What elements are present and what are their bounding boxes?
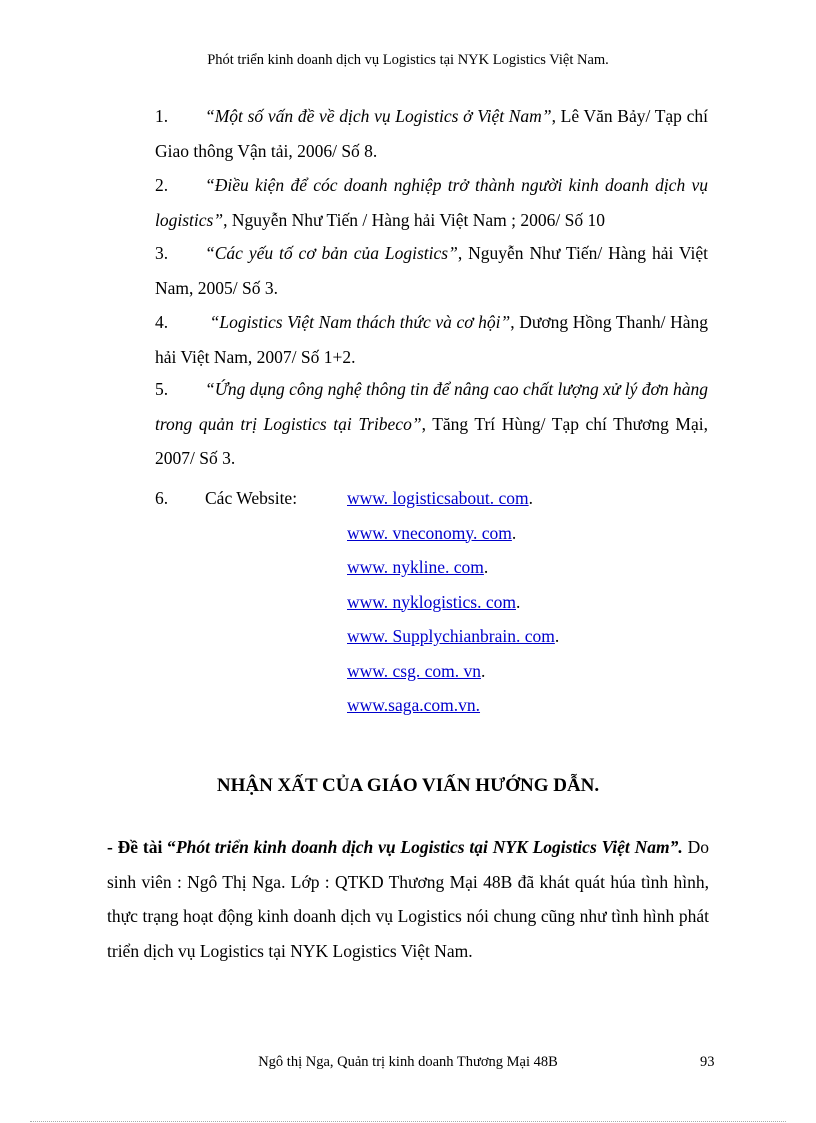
reference-item-5 bbox=[155, 372, 708, 476]
reference-title: “Logistics Việt Nam thách thức và cơ hội” bbox=[205, 312, 511, 332]
link-trailing: . bbox=[480, 660, 486, 681]
reference-number: 6. bbox=[155, 488, 169, 508]
reference-source: , Nguyễn Như Tiến / Hàng hải Việt Nam ; 2006/ Số 10 bbox=[223, 209, 606, 230]
reference-title: “Các yếu tố cơ bản của Logistics” bbox=[205, 243, 458, 263]
reference-number: 5. bbox=[155, 379, 169, 399]
reference-source: , Lê Văn Bảy/ Tạp chí Giao thông Vận tải, 2006/ Số 8. bbox=[155, 106, 708, 161]
websites-label-text: Các Website: bbox=[205, 488, 298, 508]
website-link[interactable]: www. csg. com. vn bbox=[347, 660, 481, 681]
website-link[interactable]: www. nykline. com bbox=[347, 557, 484, 577]
website-row bbox=[347, 481, 559, 516]
reference-item-3 bbox=[155, 236, 708, 305]
section-heading: NHẬN XẤT CỦA GIÁO VIẤN HƯỚNG DẪN. bbox=[216, 775, 600, 796]
link-trailing: . bbox=[511, 522, 517, 543]
reference-number: 4. bbox=[155, 312, 169, 332]
reference-title: “Ứng dụng công nghệ thông tin để nâng cao chất lượng xử lý đơn hàng trong quản trị Logistics tại Tribeco” bbox=[155, 379, 708, 434]
reference-title: “Điều kiện để cóc doanh nghiệp trở thành người kinh doanh dịch vụ logistics” bbox=[155, 175, 708, 230]
reference-number: 1. bbox=[155, 106, 169, 126]
link-trailing: . bbox=[528, 488, 533, 508]
reference-number: 3. bbox=[155, 243, 169, 263]
page-border bbox=[30, 1121, 786, 1122]
website-row bbox=[347, 550, 559, 585]
footer-text: Ngô thị Nga, Quản trị kinh doanh Thương Mại 48B bbox=[258, 1054, 558, 1070]
reference-source: , Dương Hồng Thanh/ Hàng hải Việt Nam, 2007/ Số 1+2. bbox=[155, 312, 708, 367]
website-row bbox=[347, 516, 559, 551]
reference-item-1 bbox=[155, 99, 708, 168]
page-number: 93 bbox=[700, 1054, 715, 1070]
websites-label bbox=[155, 481, 297, 516]
advisor-comment bbox=[107, 830, 709, 968]
comment-title: Phót triển kinh doanh dịch vụ Logistics tại NYK Logistics Việt Nam”. bbox=[175, 837, 683, 857]
comment-body: Do sinh viên : Ngô Thị Nga. Lớp : QTKD Thương Mại 48B đã khát quát húa tình hình, thực trạng hoạt động kinh doanh dịch vụ Logistics nói chung cũng như tình hình phát triển dịch vụ Logistics tại NYK Logistics Việt Nam. bbox=[107, 837, 709, 961]
website-link[interactable]: www. Supplychianbrain. com bbox=[347, 626, 555, 646]
website-link[interactable]: www. logisticsabout. com bbox=[347, 488, 529, 508]
website-link[interactable]: www.saga.com.vn. bbox=[347, 695, 481, 715]
website-row bbox=[347, 619, 559, 654]
website-link[interactable]: www. nyklogistics. com bbox=[347, 591, 516, 612]
website-row bbox=[347, 654, 559, 689]
website-link[interactable]: www. vneconomy. com bbox=[347, 522, 512, 543]
page-header: Phót triển kinh doanh dịch vụ Logistics tại NYK Logistics Việt Nam. bbox=[207, 52, 609, 68]
comment-prefix: - Đề tài “ bbox=[107, 837, 176, 857]
reference-item-4 bbox=[155, 305, 708, 374]
website-list bbox=[347, 481, 559, 723]
link-trailing: . bbox=[516, 591, 521, 612]
reference-number: 2. bbox=[155, 175, 169, 195]
website-row bbox=[347, 688, 559, 723]
link-trailing: . bbox=[483, 557, 489, 577]
reference-source: , Tăng Trí Hùng/ Tạp chí Thương Mại, 2007/ Số 3. bbox=[155, 413, 708, 468]
reference-title: “Một số vấn đề về dịch vụ Logistics ở Việt Nam” bbox=[205, 106, 552, 126]
reference-item-2 bbox=[155, 168, 708, 237]
reference-source: , Nguyễn Như Tiến/ Hàng hải Việt Nam, 2005/ Số 3. bbox=[155, 243, 708, 298]
link-trailing: . bbox=[554, 626, 560, 646]
website-row bbox=[347, 585, 559, 620]
